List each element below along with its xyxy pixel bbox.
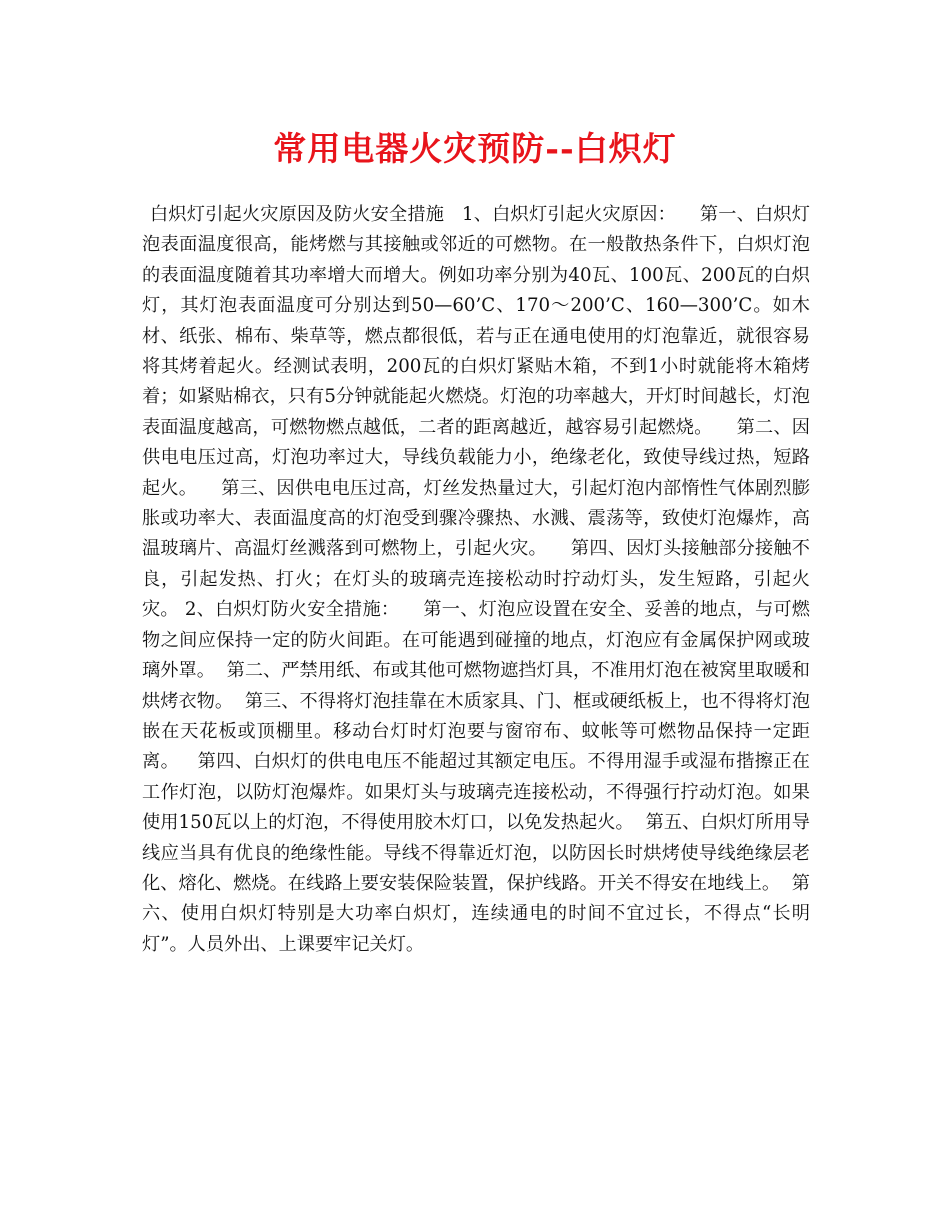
document-title: 常用电器火灾预防--白炽灯 [273,129,677,168]
document-body: 白炽灯引起火灾原因及防火安全措施 1、白炽灯引起火灾原因： 第一、白炽灯泡表面温度很高，能烤燃与其接触或邻近的可燃物。在一般散热条件下，白炽灯泡的表面温度随着其功率增大而增大。例如功率分别为40瓦、100瓦、200瓦的白炽灯，其灯泡表面温度可分别达到50—60’C、170～200’C、160—300’C。如木材、纸张、棉布、柴草等，燃点都很低，若与正在通电使用的灯泡靠近，就很容易将其烤着起火。经测试表明，200瓦的白炽灯紧贴木箱，不到1小时就能将木箱烤着；如紧贴棉衣，只有5分钟就能起火燃烧。灯泡的功率越大，开灯时间越长，灯泡表面温度越高，可燃物燃点越低，二者的距离越近，越容易引起燃烧。 第二、因供电电压过高，灯泡功率过大，导线负载能力小，绝缘老化，致使导线过热，短路起火。 第三、因供电电压过高，灯丝发热量过大，引起灯泡内部惰性气体剧烈膨胀或功率大、表面温度高的灯泡受到骤冷骤热、水溅、震荡等，致使灯泡爆炸，高温玻璃片、高温灯丝溅落到可燃物上，引起火灾。 第四、因灯头接触部分接触不良，引起发热、打火；在灯头的玻璃壳连接松动时拧动灯头，发生短路，引起火灾。 2、白炽灯防火安全措施： 第一、灯泡应设置在安全、妥善的地点，与可燃物之间应保持一定的防火间距。在可能遇到碰撞的地点，灯泡应有金属保护网或玻璃外罩。 第二、严禁用纸、布或其他可燃物遮挡灯具，不准用灯泡在被窝里取暖和烘烤衣物。 第三、不得将灯泡挂靠在木质家具、门、框或硬纸板上，也不得将灯泡嵌在天花板或顶棚里。移动台灯时灯泡要与窗帘布、蚊帐等可燃物品保持一定距离。 第四、白炽灯的供电电压不能超过其额定电压。不得用湿手或湿布揩擦正在工作灯泡，以防灯泡爆炸。如果灯头与玻璃壳连接松动，不得强行拧动灯泡。如果使用150瓦以上的灯泡，不得使用胶木灯口，以免发热起火。 第五、白炽灯所用导线应当具有优良的绝缘性能。导线不得靠近灯泡，以防因长时烘烤使导线绝缘层老化、熔化、燃烧。在线路上要安装保险装置，保护线路。开关不得安在地线上。 第六、使用白炽灯特别是大功率白炽灯，连续通电的时间不宜过长，不得点“长明灯”。人员外出、上课要牢记关灯。 [142,204,810,955]
